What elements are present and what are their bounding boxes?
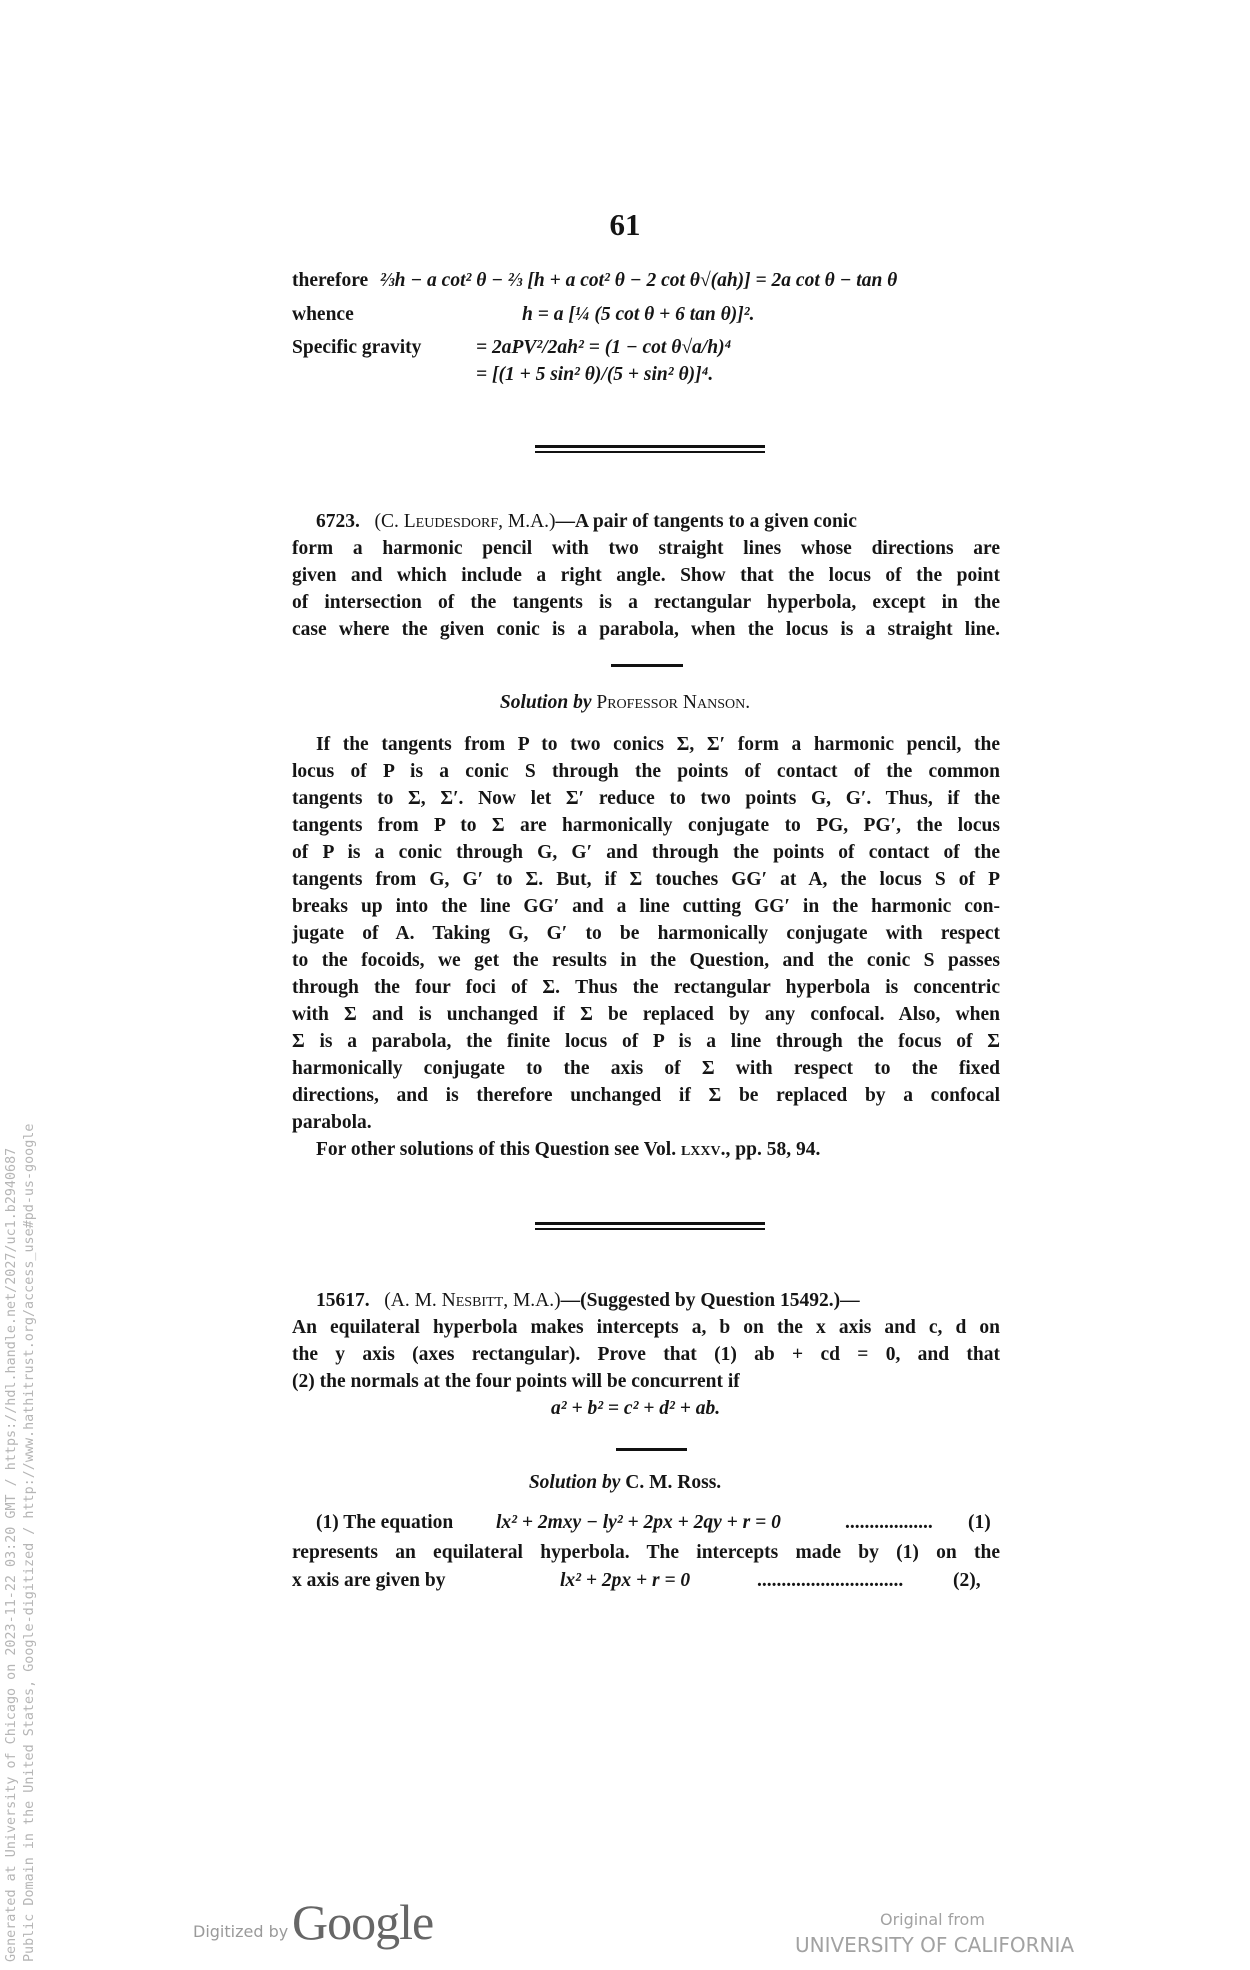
solution-prefix: Solution by bbox=[499, 692, 592, 713]
question-first-line bbox=[292, 1287, 1000, 1314]
solution-line: represents an equilateral hyperbola. The intercepts made by (1) on the bbox=[292, 1542, 1000, 1563]
section-divider bbox=[535, 1222, 765, 1231]
formula: = 2aPV²/2ah² = (1 − cot θ√a/h)⁴ bbox=[476, 337, 732, 358]
question-line: An equilateral hyperbola makes intercepts a, b on the x axis and c, d on bbox=[292, 1317, 1000, 1338]
solution-line: jugate of A. Taking G, G′ to be harmonically conjugate with respect bbox=[292, 923, 1000, 944]
formula: ⅔h − a cot² θ − ⅔ [h + a cot² θ − 2 cot θ√(ah)] = 2a cot θ − tan θ bbox=[380, 270, 898, 291]
formula: = [(1 + 5 sin² θ)/(5 + sin² θ)]⁴. bbox=[476, 364, 714, 385]
formula-label: Specific gravity bbox=[292, 337, 422, 358]
section-divider bbox=[535, 445, 765, 454]
short-divider bbox=[611, 664, 683, 667]
solution-line: of P is a conic through G, G′ and through the points of contact of the bbox=[292, 842, 1000, 863]
solution-author: Professor Nanson. bbox=[596, 692, 751, 713]
leader-dots: .................. bbox=[845, 1512, 933, 1533]
note-volume: lxxv. bbox=[680, 1139, 726, 1160]
question-line: case where the given conic is a parabola, when the locus is a straight line. bbox=[292, 619, 1000, 640]
question-text: —(Suggested by Question 15492.)— bbox=[560, 1290, 860, 1311]
formula-label: whence bbox=[292, 304, 354, 325]
solution-line: with Σ and is unchanged if Σ be replaced by any confocal. Also, when bbox=[292, 1004, 1000, 1025]
condition-formula: a² + b² = c² + d² + ab. bbox=[551, 1398, 721, 1419]
solution-line: through the four foci of Σ. Thus the rectangular hyperbola is concentric bbox=[292, 977, 1000, 998]
solution-line: to the focoids, we get the results in the Question, and the conic S passes bbox=[292, 950, 1000, 971]
solution-line: tangents to Σ, Σ′. Now let Σ′ reduce to two points G, G′. Thus, if the bbox=[292, 788, 1000, 809]
question-line: of intersection of the tangents is a rectangular hyperbola, except in the bbox=[292, 592, 1000, 613]
question-line: (2) the normals at the four points will be concurrent if bbox=[292, 1371, 740, 1392]
watermark-line-2: Public Domain in the United States, Google-digitized / http://www.hathitrust.org/access_use#pd-us-google bbox=[22, 1123, 37, 1962]
solution-line: breaks up into the line GG′ and a line cutting GG′ in the harmonic con- bbox=[292, 896, 1000, 917]
solution-line: parabola. bbox=[292, 1112, 372, 1133]
solution-line: If the tangents from P to two conics Σ, Σ′ form a harmonic pencil, the bbox=[316, 734, 1000, 755]
equation-tag: (2), bbox=[953, 1570, 981, 1591]
question-number: 6723. bbox=[316, 511, 360, 532]
solution-line: locus of P is a conic S through the points of contact of the common bbox=[292, 761, 1000, 782]
solution-line: harmonically conjugate to the axis of Σ with respect to the fixed bbox=[292, 1058, 1000, 1079]
note-pages: , pp. 58, 94. bbox=[725, 1139, 821, 1160]
equation: lx² + 2mxy − ly² + 2px + 2qy + r = 0 bbox=[496, 1512, 781, 1533]
formula-label: therefore bbox=[292, 270, 369, 291]
question-author: (C. Leudesdorf, M.A.) bbox=[374, 511, 556, 532]
equation-label: x axis are given by bbox=[292, 1570, 446, 1591]
equation: lx² + 2px + r = 0 bbox=[560, 1570, 691, 1591]
solution-author: C. M. Ross. bbox=[625, 1472, 722, 1493]
question-author: (A. M. Nesbitt, M.A.) bbox=[384, 1290, 561, 1311]
question-line: form a harmonic pencil with two straight lines whose directions are bbox=[292, 538, 1000, 559]
leader-dots: .............................. bbox=[757, 1570, 904, 1591]
solution-prefix: Solution by bbox=[528, 1472, 621, 1493]
google-logo: Google bbox=[292, 1894, 434, 1950]
formula: h = a [¼ (5 cot θ + 6 tan θ)]². bbox=[522, 304, 755, 325]
question-text: —A pair of tangents to a given conic bbox=[555, 511, 857, 532]
watermark-line-1: Generated at University of Chicago on 2023-11-22 03:20 GMT / https://hdl.handle.net/2027/uc1.b2940687 bbox=[4, 1147, 19, 1962]
solution-line: tangents from G, G′ to Σ. But, if Σ touches GG′ at A, the locus S of P bbox=[292, 869, 1000, 890]
short-divider bbox=[616, 1448, 687, 1451]
equation-tag: (1) bbox=[968, 1512, 991, 1533]
solution-line: tangents from P to Σ are harmonically conjugate to PG, PG′, the locus bbox=[292, 815, 1000, 836]
note-text: For other solutions of this Question see Vol. bbox=[316, 1139, 681, 1160]
page-number: 61 bbox=[609, 207, 641, 242]
institution-name: UNIVERSITY OF CALIFORNIA bbox=[795, 1933, 1075, 1957]
solution-line: Σ is a parabola, the finite locus of P is a line through the focus of Σ bbox=[292, 1031, 1000, 1052]
question-number: 15617. bbox=[316, 1290, 370, 1311]
question-first-line bbox=[292, 508, 1000, 535]
solution-heading bbox=[0, 692, 1250, 714]
question-line: the y axis (axes rectangular). Prove that (1) ab + cd = 0, and that bbox=[292, 1344, 1000, 1365]
equation-label: (1) The equation bbox=[316, 1512, 454, 1533]
question-line: given and which include a right angle. Show that the locus of the point bbox=[292, 565, 1000, 586]
solution-line: directions, and is therefore unchanged if Σ be replaced by a confocal bbox=[292, 1085, 1000, 1106]
other-solutions-note bbox=[316, 1136, 1000, 1163]
solution-heading bbox=[0, 1472, 1250, 1494]
digitized-by-label: Digitized by bbox=[193, 1922, 289, 1941]
original-from-label: Original from bbox=[880, 1910, 985, 1929]
